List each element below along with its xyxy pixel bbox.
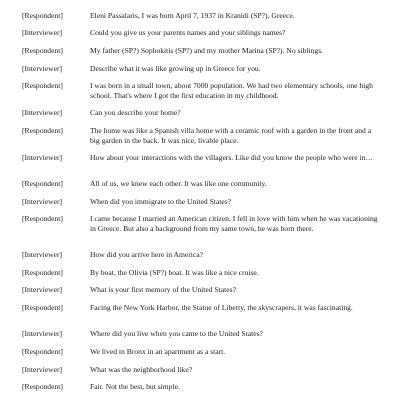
utterance-text: All of us, we knew each other. It was like one community.	[90, 179, 267, 188]
transcript-entry	[22, 64, 382, 74]
transcript-entry	[22, 46, 382, 56]
transcript-entry	[22, 81, 382, 100]
utterance-text: How about your interactions with the villagers. Like did you know the people who were in…	[90, 153, 374, 162]
utterance-text: The home was like a Spanish villa home with a ceramic roof with a garden in the front and a big garden in the back. It was nice, livable place.	[90, 126, 372, 145]
utterance-text: I came because I married an American citizen. I fell in love with him when he was vacationing in Greece. But also a background from my same town, he was born there.	[90, 214, 378, 233]
speaker-label: [Interviewer]	[22, 285, 63, 294]
utterance-text: How did you arrive here in America?	[90, 250, 204, 259]
transcript-entry	[22, 303, 382, 313]
transcript-entry	[22, 11, 382, 21]
transcript-entry	[22, 365, 382, 375]
transcript-entry	[22, 329, 382, 339]
utterance-text: What is your first memory of the United States?	[90, 285, 236, 294]
transcript-entry	[22, 153, 382, 163]
speaker-label: [Respondent]	[22, 214, 63, 223]
transcript-entry	[22, 285, 382, 295]
speaker-label: [Respondent]	[22, 11, 63, 20]
transcript-entry	[22, 347, 382, 357]
utterance-text: Could you give us your parents names and your siblings names?	[90, 28, 286, 37]
speaker-label: [Respondent]	[22, 303, 63, 312]
utterance-text: Can you describe your home?	[90, 108, 181, 117]
transcript-entry	[22, 268, 382, 278]
utterance-text: Where did you live when you came to the United States?	[90, 329, 263, 338]
transcript-entry	[22, 214, 382, 233]
speaker-label: [Interviewer]	[22, 365, 63, 374]
speaker-label: [Respondent]	[22, 347, 63, 356]
utterance-text: I was born in a small town, about 7000 population. We had two elementary schools, one high school. That's where I got the first education in my childhood.	[90, 81, 373, 100]
transcript-entry	[22, 250, 382, 260]
speaker-label: [Respondent]	[22, 382, 63, 391]
utterance-text: Facing the New York Harbor, the Statue of Liberty, the skyscrapers, it was fascinating.	[90, 303, 353, 312]
speaker-label: [Respondent]	[22, 268, 63, 277]
speaker-label: [Interviewer]	[22, 108, 63, 117]
transcript-entry	[22, 126, 382, 145]
transcript-entry	[22, 108, 382, 118]
utterance-text: Eleni Passalaris, I was born April 7, 1937 in Kranidi (SP?), Greece.	[90, 11, 295, 20]
speaker-label: [Respondent]	[22, 46, 63, 55]
transcript-entry	[22, 197, 382, 207]
speaker-label: [Interviewer]	[22, 28, 63, 37]
transcript-entry	[22, 179, 382, 189]
speaker-label: [Interviewer]	[22, 64, 63, 73]
speaker-label: [Interviewer]	[22, 153, 63, 162]
speaker-label: [Respondent]	[22, 126, 63, 135]
utterance-text: Fair. Not the best, but simple.	[90, 382, 180, 391]
transcript-entry	[22, 382, 382, 392]
utterance-text: By boat, the Olivia (SP?) boat. It was like a nice cruise.	[90, 268, 259, 277]
transcript-entry	[22, 28, 382, 38]
speaker-label: [Interviewer]	[22, 197, 63, 206]
speaker-label: [Respondent]	[22, 81, 63, 90]
utterance-text: We lived in Bronx in an apartment as a start.	[90, 347, 226, 356]
speaker-label: [Interviewer]	[22, 250, 63, 259]
utterance-text: Describe what it was like growing up in Greece for you.	[90, 64, 261, 73]
utterance-text: What was the neighborhood like?	[90, 365, 193, 374]
utterance-text: When did you immigrate to the United States?	[90, 197, 232, 206]
utterance-text: My father (SP?) Sophokitis (SP?) and my mother Marina (SP?). No siblings.	[90, 46, 324, 55]
speaker-label: [Interviewer]	[22, 329, 63, 338]
speaker-label: [Respondent]	[22, 179, 63, 188]
